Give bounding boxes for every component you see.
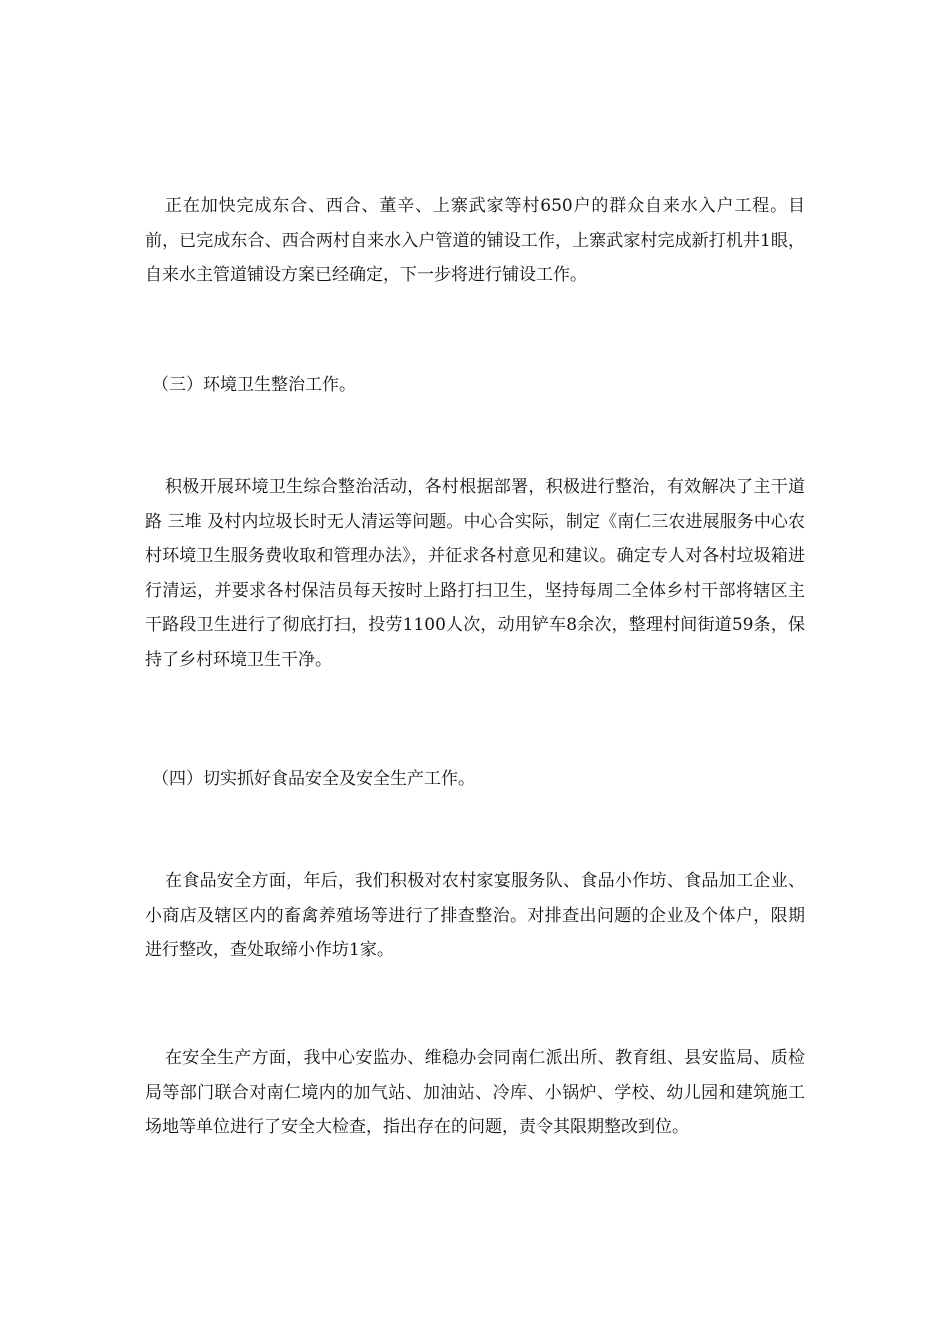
paragraph-food-safety: 在食品安全方面，年后，我们积极对农村家宴服务队、食品小作坊、食品加工企业、小商店及辖区内的畜禽养殖场等进行了排查整治。对排查出问题的企业及个体户，限期进行整改，查处取缔小作坊1家。 bbox=[145, 871, 805, 960]
paragraph-environment-sanitation: 积极开展环境卫生综合整治活动，各村根据部署，积极进行整治，有效解决了主干道路 三堆 及村内垃圾长时无人清运等问题。中心合实际，制定《南仁三农进展服务中心农村环境卫生服务费收取和管理办法》，并征求各村意见和建议。确定专人对各村垃圾箱进行清运，并要求各村保洁员每天按时上路打扫卫生，坚持每周二全体乡村干部将辖区主干路段卫生进行了彻底打扫，投劳1100人次，动用铲车8余次，整理村间街道59条，保持了乡村环境卫生干净。 bbox=[145, 477, 805, 670]
paragraph-production-safety: 在安全生产方面，我中心安监办、维稳办会同南仁派出所、教育组、县安监局、质检局等部门联合对南仁境内的加气站、加油站、冷库、小锅炉、学校、幼儿园和建筑施工场地等单位进行了安全大检查，指出存在的问题，责令其限期整改到位。 bbox=[145, 1048, 805, 1137]
section-heading-environment: （三）环境卫生整治工作。 bbox=[152, 375, 356, 395]
paragraph-water-supply: 正在加快完成东合、西合、董辛、上寨武家等村650户的群众自来水入户工程。目前，已完成东合、西合两村自来水入户管道的铺设工作，上寨武家村完成新打机井1眼，自来水主管道铺设方案已经确定，下一步将进行铺设工作。 bbox=[145, 196, 805, 285]
section-heading-safety: （四）切实抓好食品安全及安全生产工作。 bbox=[152, 769, 475, 789]
